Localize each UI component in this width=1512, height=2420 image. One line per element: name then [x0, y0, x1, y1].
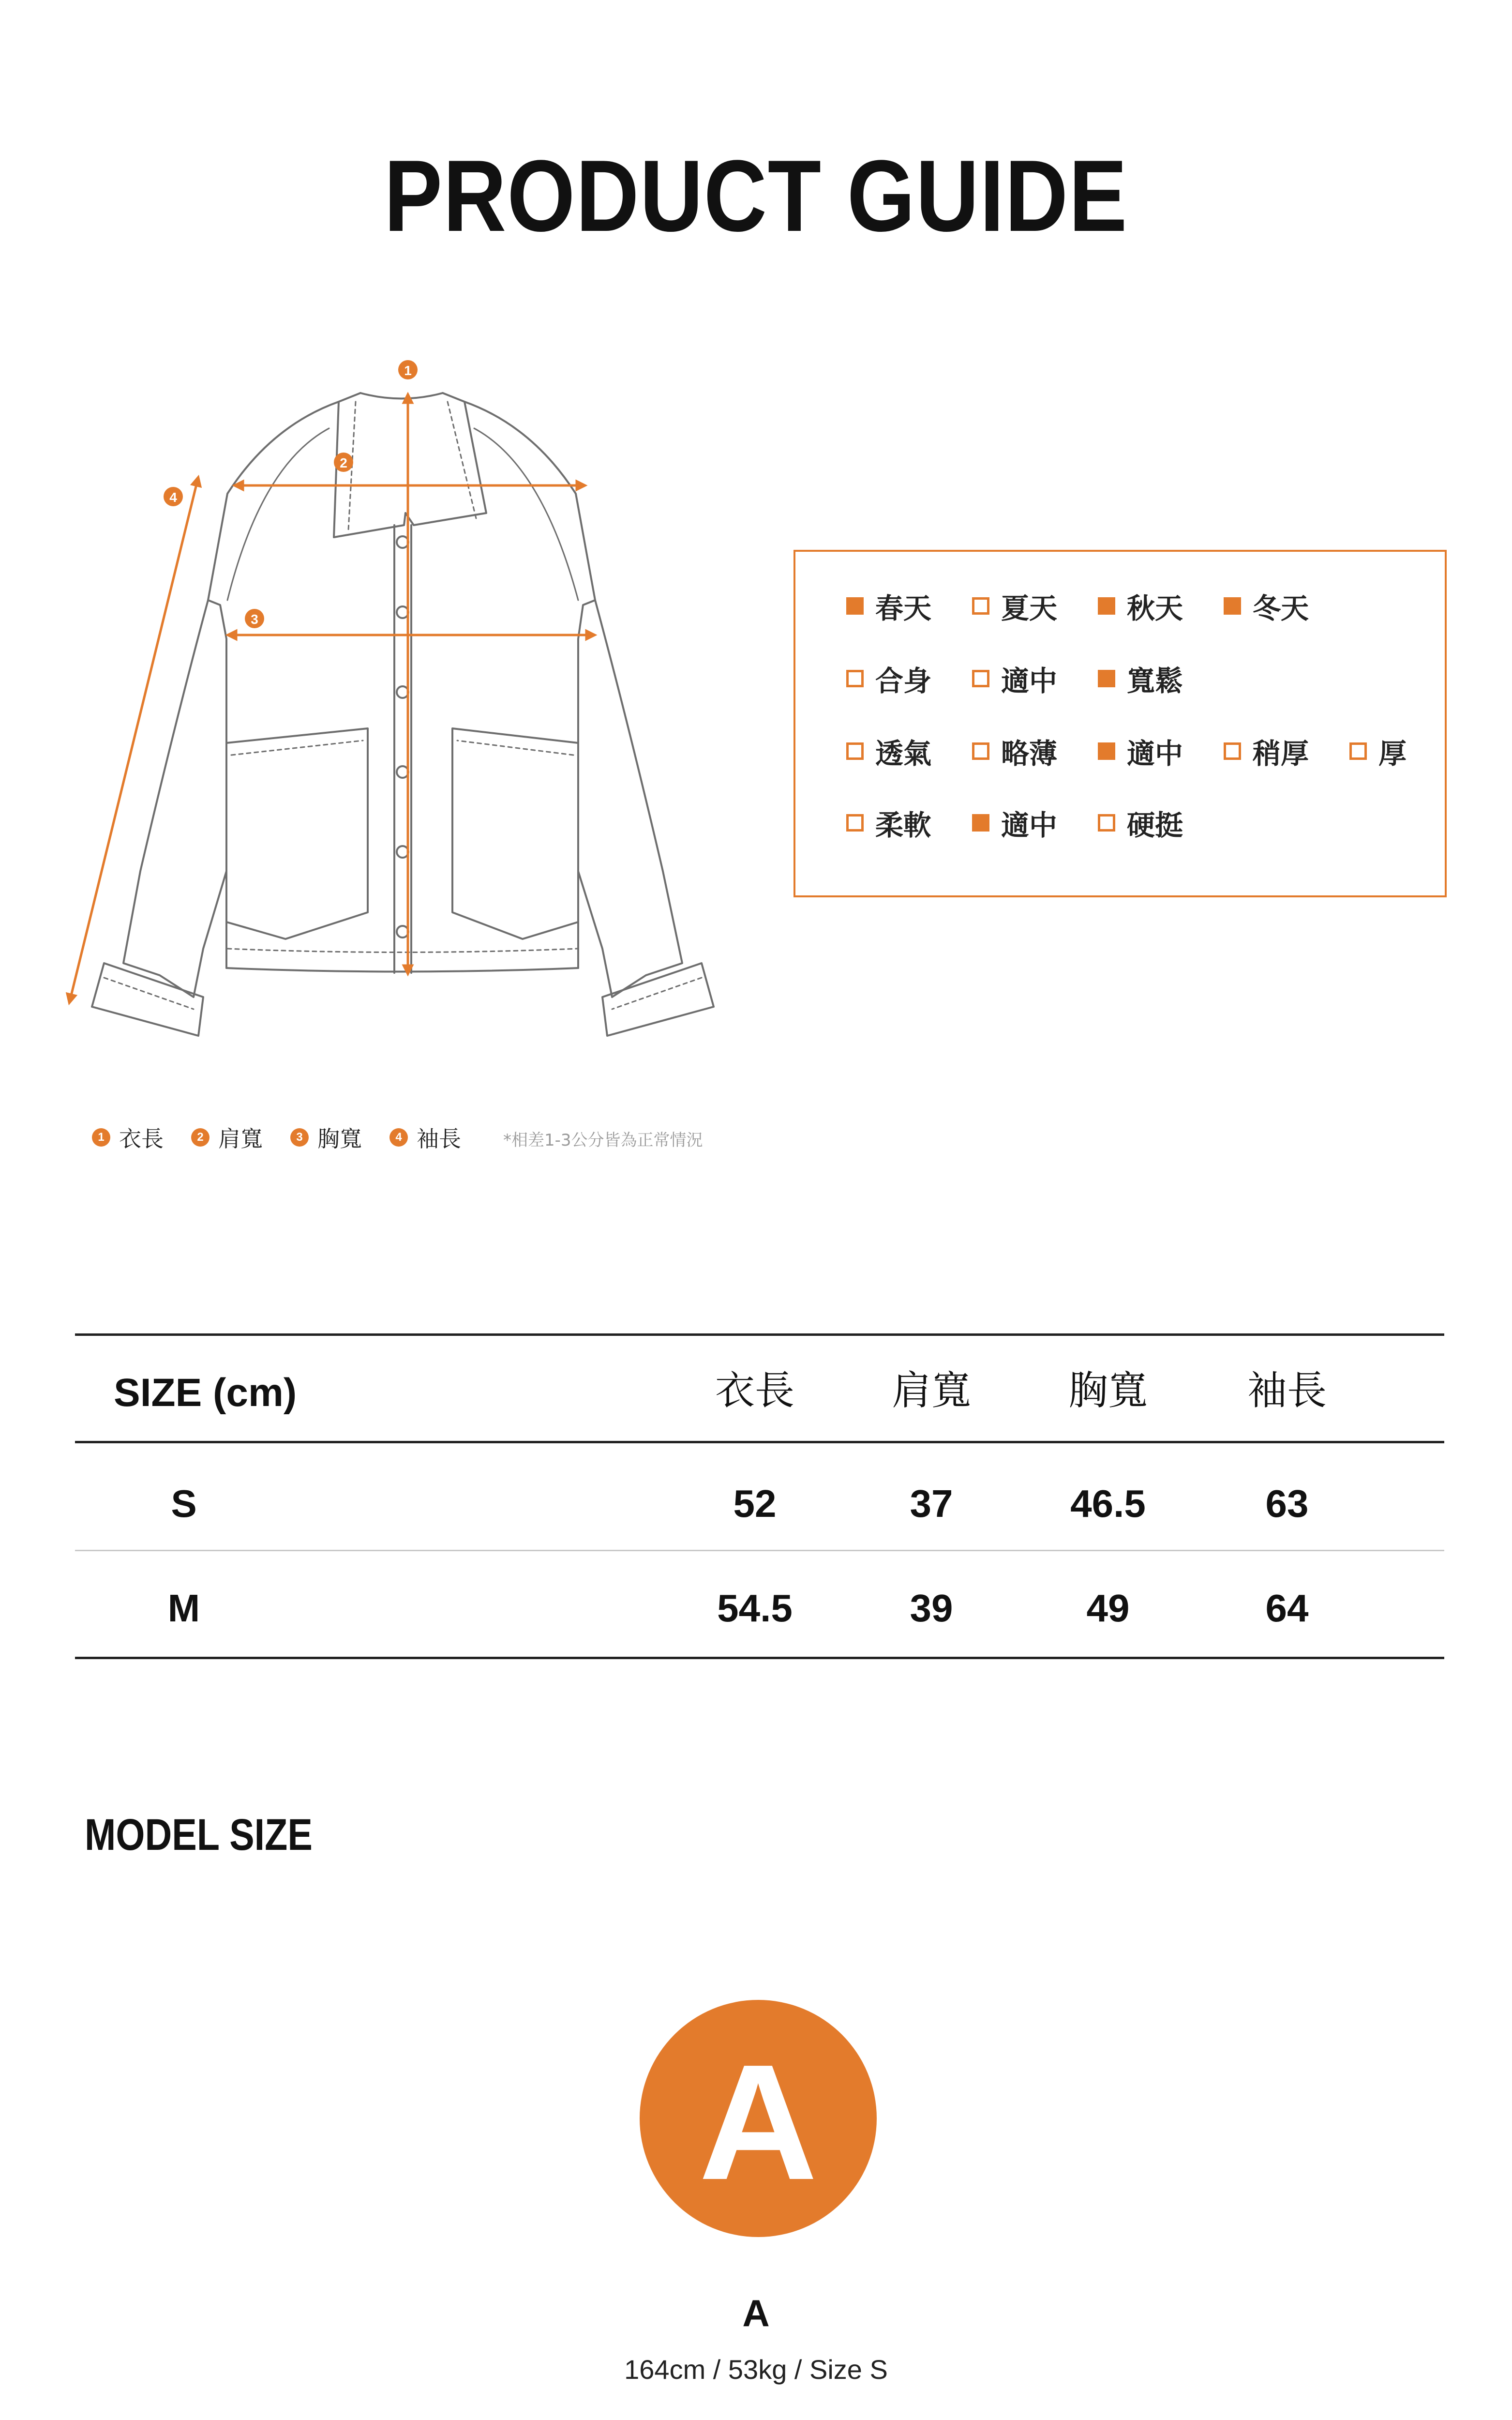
unchecked-box-icon — [972, 670, 989, 687]
attr-thick: 厚 — [1349, 732, 1407, 771]
model-stats: 164cm / 53kg / Size S — [624, 2354, 888, 2385]
attr-fit-regular: 適中 — [972, 659, 1057, 698]
unchecked-box-icon — [1224, 742, 1241, 760]
attr-soft: 柔軟 — [846, 803, 931, 842]
row-m-shoulder: 39 — [910, 1587, 953, 1630]
model-size-title: MODEL SIZE — [85, 1810, 313, 1860]
row-s-chest: 46.5 — [1070, 1482, 1146, 1525]
table-bottom-rule — [75, 1657, 1444, 1659]
number-badge-icon: 3 — [290, 1128, 309, 1147]
checked-box-icon — [1098, 597, 1115, 615]
svg-text:4: 4 — [169, 490, 177, 505]
model-badge — [640, 2000, 877, 2237]
attr-spring: 春天 — [846, 587, 931, 625]
number-badge-icon: 2 — [191, 1128, 210, 1147]
attr-winter: 冬天 — [1224, 587, 1309, 625]
attr-slightly-thick: 稍厚 — [1224, 732, 1309, 771]
attr-fitted: 合身 — [846, 659, 931, 698]
jacket-outline — [92, 393, 714, 1036]
legend-item-sleeve: 4 袖長 — [389, 1123, 461, 1152]
legend-item-shoulder: 2 肩寬 — [191, 1123, 263, 1152]
unchecked-box-icon — [972, 742, 989, 760]
attr-stiff: 硬挺 — [1098, 803, 1183, 842]
marker-3 — [245, 609, 264, 628]
svg-text:1: 1 — [404, 363, 412, 378]
row-s-length: 52 — [733, 1482, 777, 1525]
model-name: A — [742, 2292, 770, 2334]
header-length: 衣長 — [715, 1368, 794, 1414]
row-s-sleeve: 63 — [1265, 1482, 1309, 1525]
attr-thickness-regular: 適中 — [1098, 732, 1183, 771]
header-shoulder: 肩寬 — [891, 1368, 971, 1414]
marker-2 — [334, 453, 353, 472]
model-badge-letter: A — [699, 2030, 818, 2214]
attr-breathable: 透氣 — [846, 732, 931, 771]
marker-1 — [398, 360, 418, 379]
number-badge-icon: 1 — [92, 1128, 110, 1147]
table-row-divider — [75, 1550, 1444, 1551]
unchecked-box-icon — [846, 814, 864, 832]
measure-lines — [70, 398, 591, 999]
header-sleeve: 袖長 — [1247, 1368, 1327, 1414]
checked-box-icon — [972, 814, 989, 832]
unchecked-box-icon — [846, 742, 864, 760]
svg-text:2: 2 — [340, 455, 347, 470]
attr-thin: 略薄 — [972, 732, 1057, 771]
checked-box-icon — [846, 597, 864, 615]
attr-texture-regular: 適中 — [972, 803, 1057, 842]
jacket-diagram — [48, 339, 774, 1065]
row-m-chest: 49 — [1086, 1587, 1130, 1630]
unchecked-box-icon — [1349, 742, 1367, 760]
unchecked-box-icon — [972, 597, 989, 615]
legend-item-length: 1 衣長 — [92, 1123, 164, 1152]
tolerance-note: *相差1-3公分皆為正常情況 — [503, 1131, 703, 1150]
checked-box-icon — [1098, 742, 1115, 760]
number-badge-icon: 4 — [389, 1128, 408, 1147]
svg-text:3: 3 — [251, 612, 258, 627]
table-top-rule — [75, 1333, 1444, 1336]
checked-box-icon — [1224, 597, 1241, 615]
size-header: SIZE (cm) — [114, 1371, 297, 1415]
unchecked-box-icon — [846, 670, 864, 687]
page-title: PRODUCT GUIDE — [384, 139, 1128, 253]
table-header-rule — [75, 1441, 1444, 1443]
marker-4 — [164, 487, 183, 506]
header-chest: 胸寬 — [1068, 1368, 1148, 1414]
attr-loose: 寬鬆 — [1098, 659, 1183, 698]
measure-markers — [164, 360, 418, 628]
row-s-shoulder: 37 — [910, 1482, 953, 1525]
attr-summer: 夏天 — [972, 587, 1057, 625]
row-s-size: S — [171, 1482, 197, 1525]
unchecked-box-icon — [1098, 814, 1115, 832]
attribute-box — [793, 550, 1447, 897]
legend-item-chest: 3 胸寬 — [290, 1123, 362, 1152]
jacket-buttons — [397, 536, 408, 938]
row-m-size: M — [167, 1587, 200, 1630]
checked-box-icon — [1098, 670, 1115, 687]
attr-autumn: 秋天 — [1098, 587, 1183, 625]
row-m-sleeve: 64 — [1265, 1587, 1309, 1630]
row-m-length: 54.5 — [717, 1587, 793, 1630]
